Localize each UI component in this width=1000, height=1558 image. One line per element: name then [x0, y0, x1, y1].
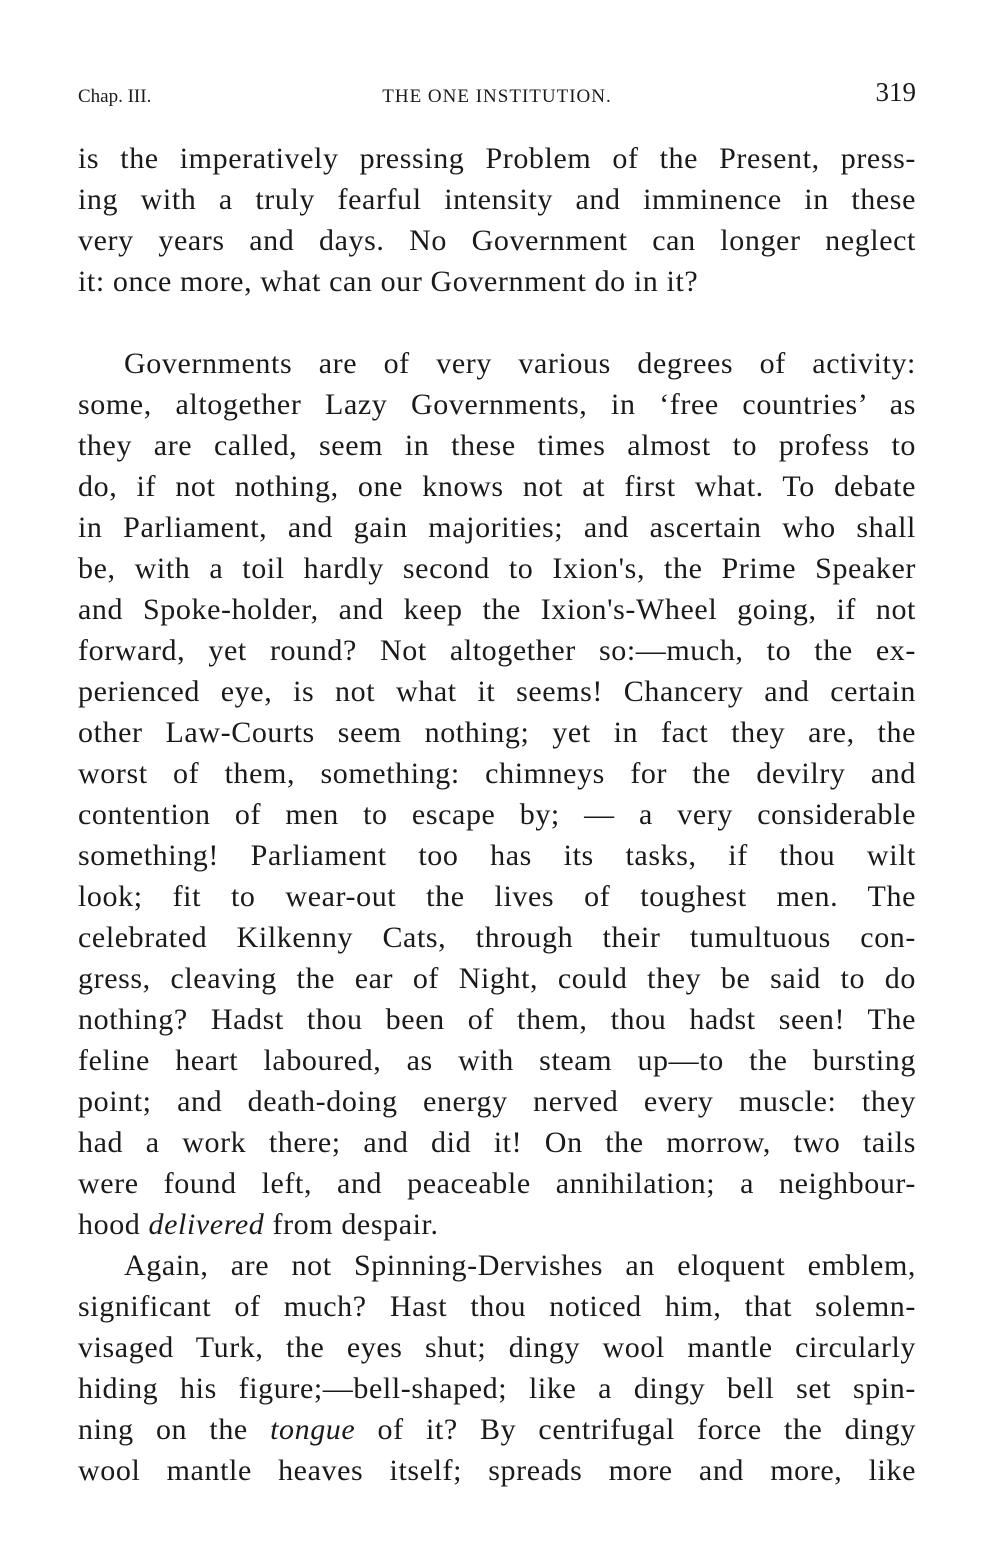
running-title: THE ONE INSTITUTION.: [382, 86, 612, 107]
paragraph-gap: [78, 302, 916, 343]
paragraph: [78, 138, 916, 302]
paragraph: [78, 343, 916, 1245]
text-line: visaged Turk, the eyes shut; dingy wool mantle circularly: [78, 1331, 916, 1364]
text-line: be, with a toil hardly second to Ixion's, the Prime Speaker: [78, 552, 916, 585]
text-line: hiding his figure;—bell-shaped; like a dingy bell set spin-: [78, 1372, 916, 1405]
text-line: point; and death-doing energy nerved every muscle: they: [78, 1085, 916, 1118]
text-line: had a work there; and did it! On the morrow, two tails: [78, 1126, 916, 1159]
text-line: in Parliament, and gain majorities; and ascertain who shall: [78, 511, 916, 544]
text-line: significant of much? Hast thou noticed him, that solemn-: [78, 1290, 916, 1323]
text-line: nothing? Hadst thou been of them, thou hadst seen! The: [78, 1003, 916, 1036]
text-line: Governments are of very various degrees of activity:: [124, 347, 916, 380]
text-line: forward, yet round? Not altogether so:—much, to the ex-: [78, 634, 916, 667]
page-number: 319: [875, 77, 916, 107]
text-line: other Law-Courts seem nothing; yet in fact they are, the: [78, 716, 916, 749]
body-text: [78, 138, 916, 1491]
text-line: something! Parliament too has its tasks, if thou wilt: [78, 839, 916, 872]
chapter-label: Chap. III.: [78, 86, 152, 107]
paragraph: [78, 1245, 916, 1491]
text-line: perienced eye, is not what it seems! Chancery and certain: [78, 675, 916, 708]
text-line: and Spoke-holder, and keep the Ixion's-Wheel going, if not: [78, 593, 916, 626]
text-line: look; fit to wear-out the lives of toughest men. The: [78, 880, 916, 913]
text-line: very years and days. No Government can longer neglect: [78, 224, 916, 257]
text-line: celebrated Kilkenny Cats, through their tumultuous con-: [78, 921, 916, 954]
text-line: is the imperatively pressing Problem of the Present, press-: [78, 142, 916, 175]
text-segment: ning on the: [78, 1413, 271, 1446]
text-line: [78, 1409, 916, 1450]
text-line: [78, 1204, 916, 1245]
text-line: wool mantle heaves itself; spreads more and more, like: [78, 1454, 916, 1487]
text-segment: of it? By centrifugal force the dingy: [355, 1413, 916, 1446]
text-segment: from despair.: [264, 1208, 439, 1241]
text-line: contention of men to escape by; — a very considerable: [78, 798, 916, 831]
italic-text: tongue: [270, 1413, 356, 1446]
text-line: gress, cleaving the ear of Night, could they be said to do: [78, 962, 916, 995]
text-line: some, altogether Lazy Governments, in ‘free countries’ as: [78, 388, 916, 421]
text-line: worst of them, something: chimneys for the devilry and: [78, 757, 916, 790]
text-line: were found left, and peaceable annihilation; a neighbour-: [78, 1167, 916, 1200]
text-line: ing with a truly fearful intensity and imminence in these: [78, 183, 916, 216]
text-line: Again, are not Spinning-Dervishes an eloquent emblem,: [124, 1249, 916, 1282]
text-line: they are called, seem in these times almost to profess to: [78, 429, 916, 462]
text-line: it: once more, what can our Government do in it?: [78, 265, 699, 298]
italic-text: delivered: [148, 1208, 265, 1241]
text-line: do, if not nothing, one knows not at first what. To debate: [78, 470, 916, 503]
running-header: [78, 72, 916, 108]
text-line: feline heart laboured, as with steam up—to the bursting: [78, 1044, 916, 1077]
text-segment: hood: [78, 1208, 149, 1241]
